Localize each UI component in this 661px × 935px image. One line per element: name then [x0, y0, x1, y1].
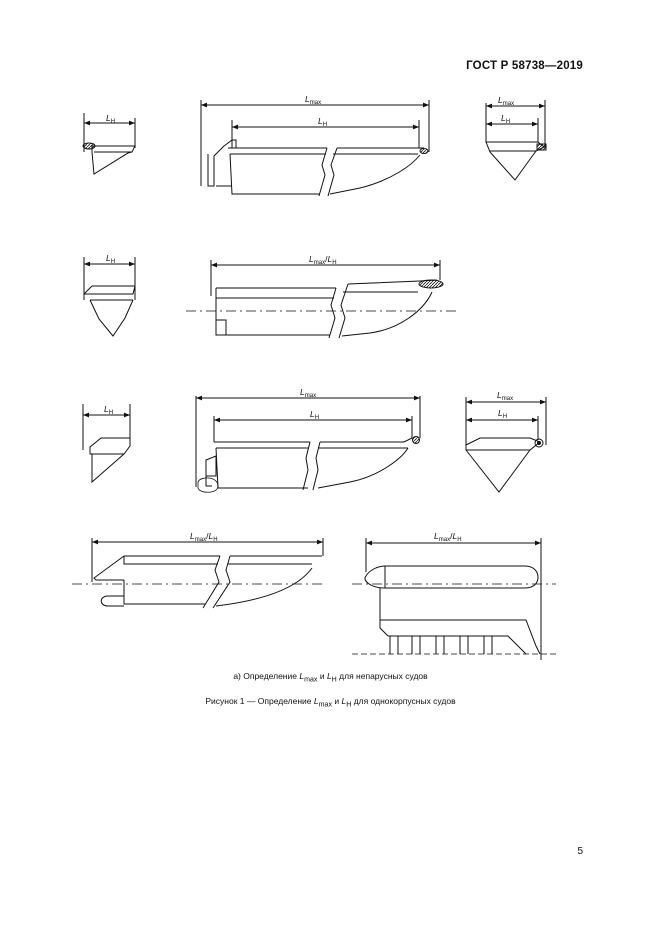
- label-lh-row3-left: $L_Н$: [104, 404, 114, 416]
- label-lmax-row1-main: $L_{max}$: [305, 94, 322, 106]
- subfigure-caption: а) Определение $L_{max}$ и $L_Н$ для непарусных судов: [233, 671, 428, 684]
- label-lmax-lh-row4-right: $L_{max}/L_Н$: [434, 531, 462, 543]
- row4-left-side-view: [72, 538, 326, 608]
- label-lmax-lh-row2-main: $L_{max}/L_Н$: [309, 254, 337, 266]
- figure-caption: Рисунок 1 — Определение $L_{max}$ и $L_Н$ для однокорпусных судов: [205, 696, 456, 709]
- label-lmax-row3-main: $L_{max}$: [300, 387, 317, 399]
- label-lh-row3-main: $L_Н$: [310, 409, 320, 421]
- row1-right-section: [486, 100, 546, 180]
- document-standard-number: ГОСТ Р 58738—2019: [466, 60, 583, 72]
- label-lh-row1-main: $L_Н$: [318, 116, 328, 128]
- label-lh-row1-left: $L_Н$: [106, 113, 116, 125]
- row2-main-side-view: [186, 260, 460, 338]
- page-number: 5: [577, 846, 583, 857]
- row4-right-side-view: [352, 538, 556, 660]
- row3-left-section: [83, 404, 130, 482]
- label-lh-row3-right: $L_Н$: [498, 408, 508, 420]
- row1-main-side-view: [201, 100, 429, 196]
- label-lmax-row1-right: $L_{max}$: [498, 95, 515, 107]
- label-lh-row1-right: $L_Н$: [501, 113, 511, 125]
- label-lh-row2-left: $L_Н$: [106, 253, 116, 265]
- dimension-labels: [104, 94, 514, 543]
- label-lmax-row3-right: $L_{max}$: [497, 390, 514, 402]
- label-lmax-lh-row4-left: $L_{max}/L_Н$: [190, 531, 218, 543]
- row2-left-section: [84, 257, 135, 336]
- row3-main-side-view: [196, 396, 420, 492]
- row3-right-section: [466, 397, 546, 492]
